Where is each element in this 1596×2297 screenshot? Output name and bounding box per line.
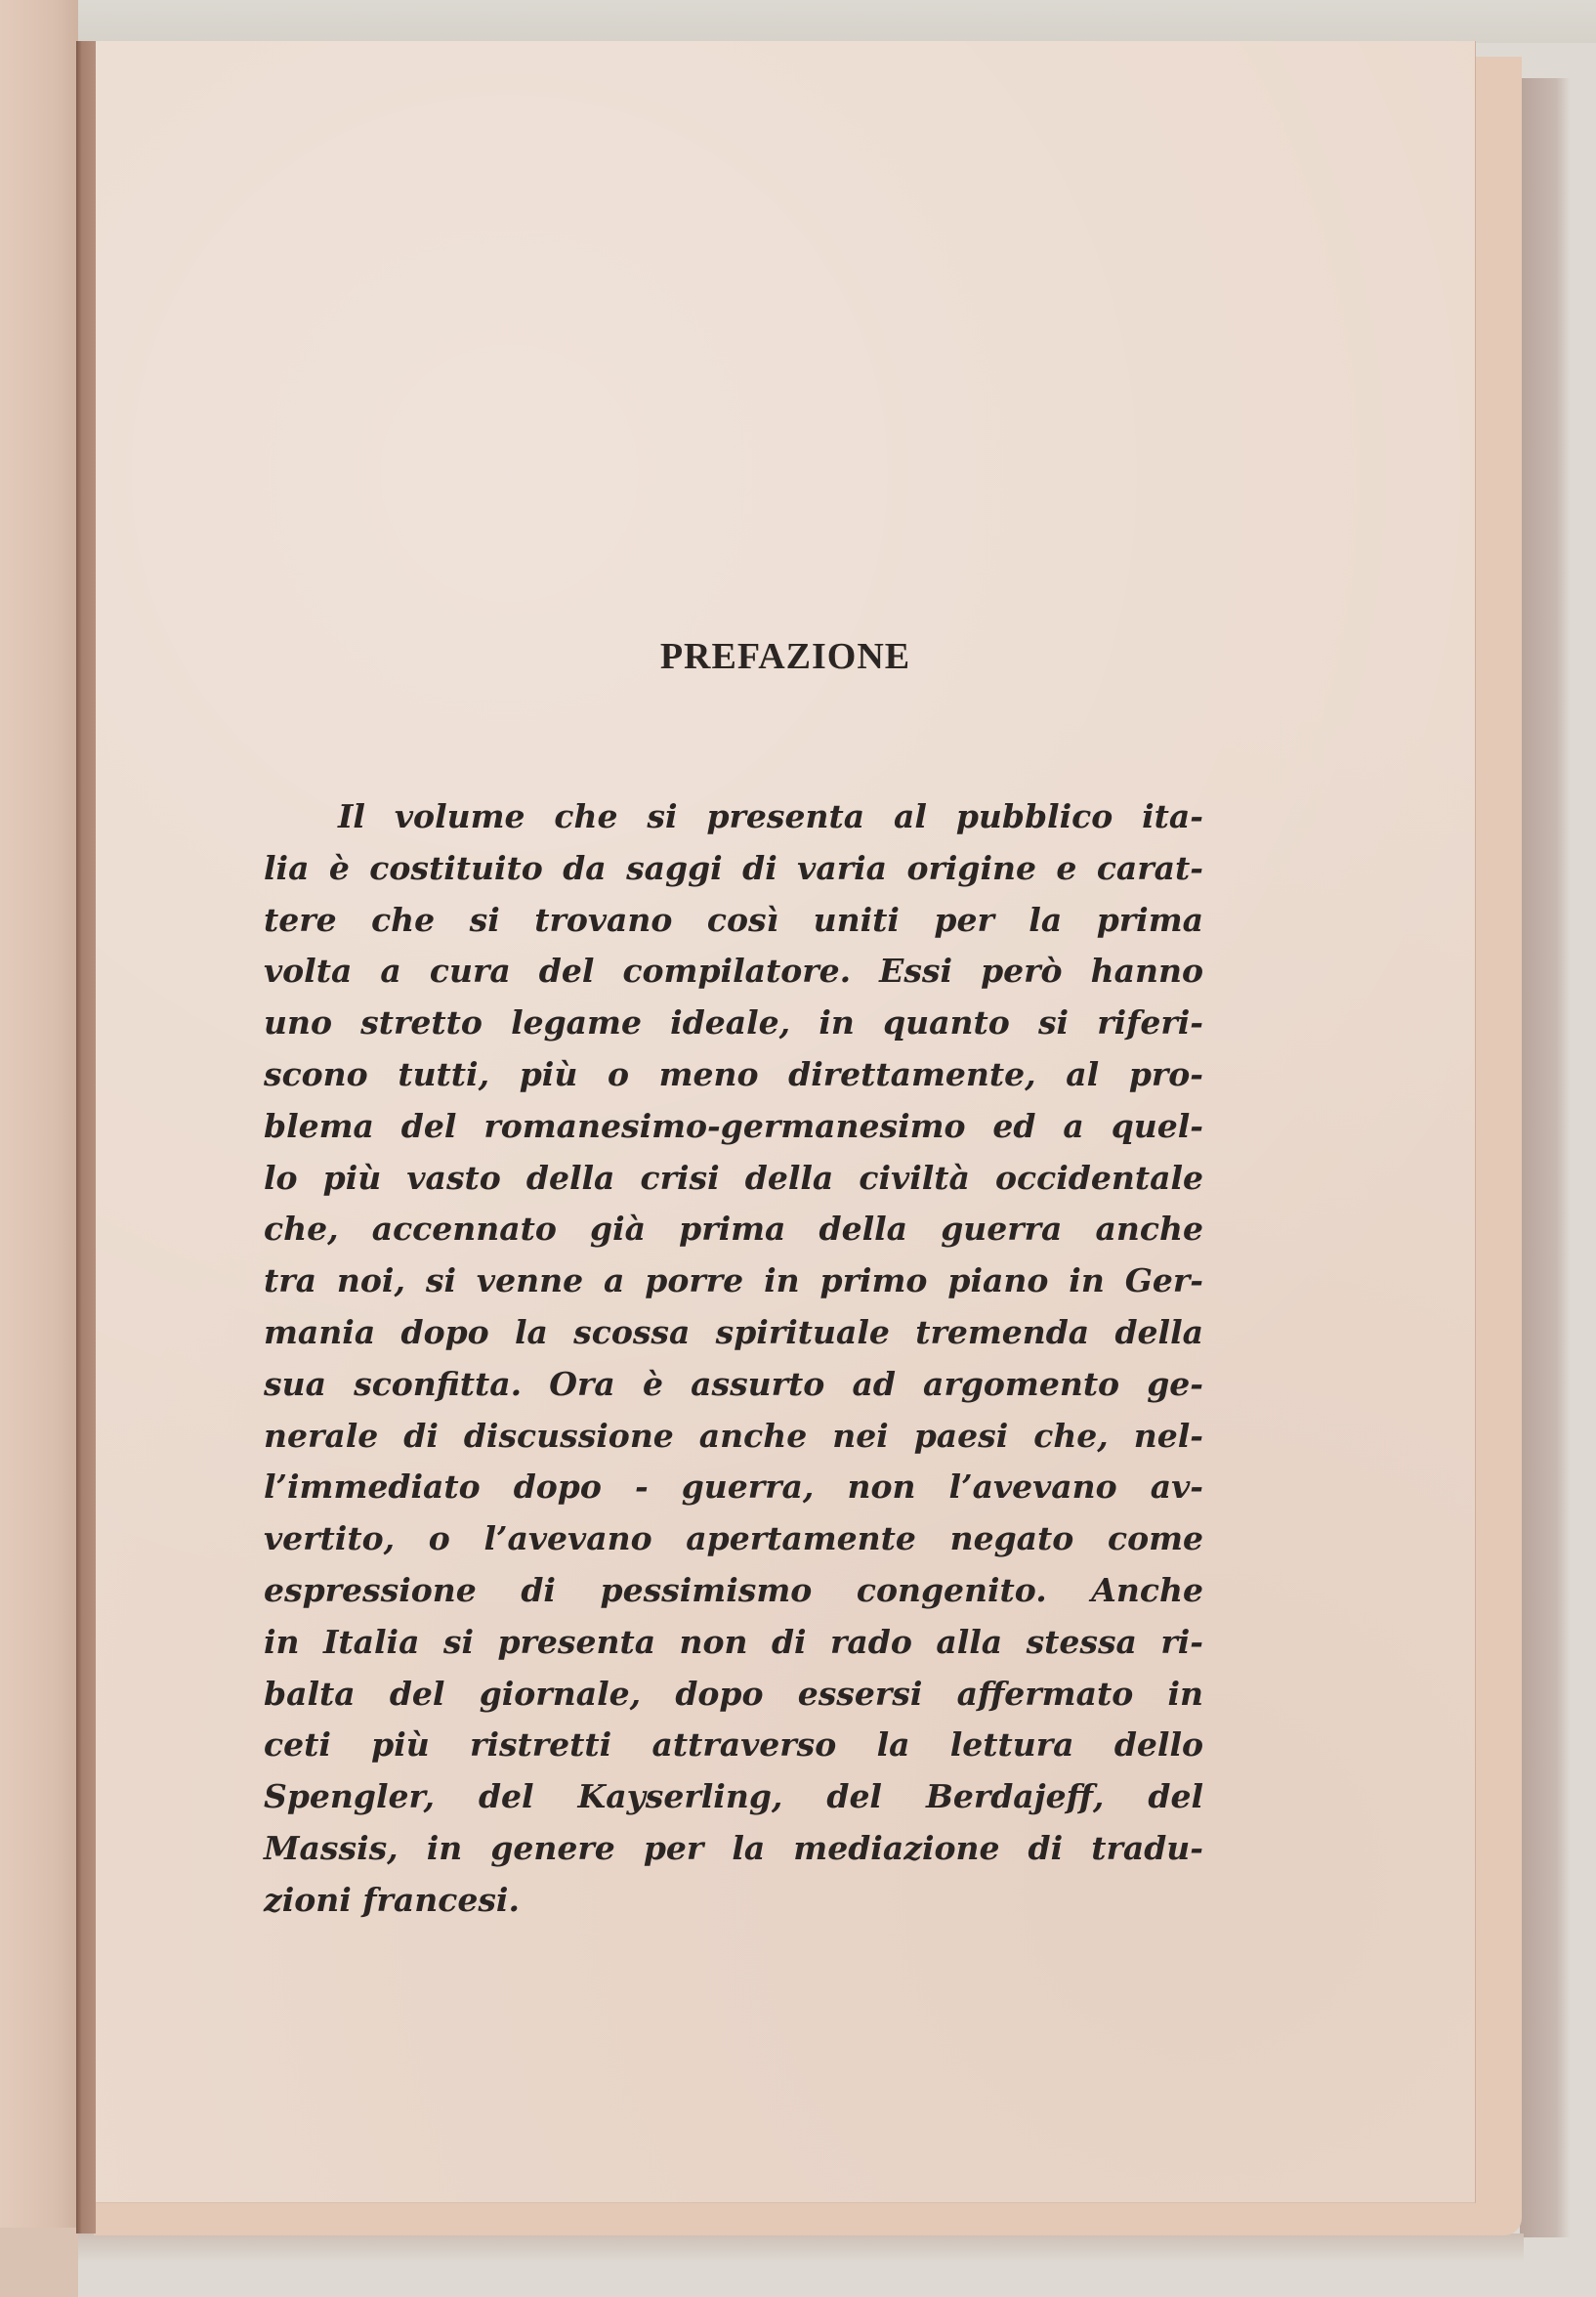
- book-shadow-bottom: [78, 2233, 1524, 2263]
- text-line: zioni francesi.: [264, 1880, 520, 1919]
- text-line: in Italia si presenta non di rado alla stessa ri-: [264, 1622, 1203, 1661]
- text-line: lo più vasto della crisi della civiltà occidentale: [264, 1158, 1203, 1197]
- text-line: volta a cura del compilatore. Essi però hanno: [264, 952, 1203, 991]
- background-top: [0, 0, 1596, 43]
- preface-paragraph: [264, 791, 1203, 1927]
- text-line: nerale di discussione anche nei paesi che, nel-: [264, 1416, 1203, 1455]
- text-line: uno stretto legame ideale, in quanto si riferi-: [264, 1003, 1203, 1042]
- text-line: Spengler, del Kayserling, del Berdajeff, del: [264, 1777, 1203, 1816]
- text-line: che, accennato già prima della guerra anche: [264, 1210, 1203, 1249]
- text-line: Il volume che si presenta al pubblico ita-: [338, 797, 1203, 835]
- text-line: scono tutti, più o meno direttamente, al pro-: [264, 1054, 1203, 1093]
- book-gutter-fold: [76, 41, 96, 2233]
- text-line: Massis, in genere per la mediazione di tradu-: [264, 1828, 1203, 1867]
- text-line: tere che si trovano così uniti per la prima: [264, 900, 1203, 939]
- page-title: PREFAZIONE: [659, 636, 911, 677]
- text-line: lia è costituito da saggi di varia origine e carat-: [264, 848, 1203, 887]
- text-line: vertito, o l’avevano apertamente negato come: [264, 1519, 1203, 1558]
- text-line: ceti più ristretti attraverso la lettura dello: [264, 1725, 1203, 1765]
- facing-page-edge: [0, 0, 78, 2297]
- text-line: mania dopo la scossa spirituale tremenda della: [264, 1312, 1203, 1351]
- text-line: tra noi, si venne a porre in primo piano in Ger-: [264, 1261, 1203, 1300]
- text-line: blema del romanesimo-germanesimo ed a quel-: [264, 1106, 1203, 1145]
- book-page: [96, 41, 1476, 2203]
- text-line: sua sconfitta. Ora è assurto ad argomento ge-: [264, 1364, 1203, 1403]
- text-line: espressione di pessimismo congenito. Anche: [264, 1570, 1203, 1609]
- text-line: l’immediato dopo - guerra, non l’avevano av-: [264, 1468, 1203, 1507]
- text-line: balta del giornale, dopo essersi affermato in: [264, 1674, 1203, 1713]
- book-shadow-right: [1520, 78, 1571, 2237]
- facing-page-bottom: [0, 2228, 78, 2297]
